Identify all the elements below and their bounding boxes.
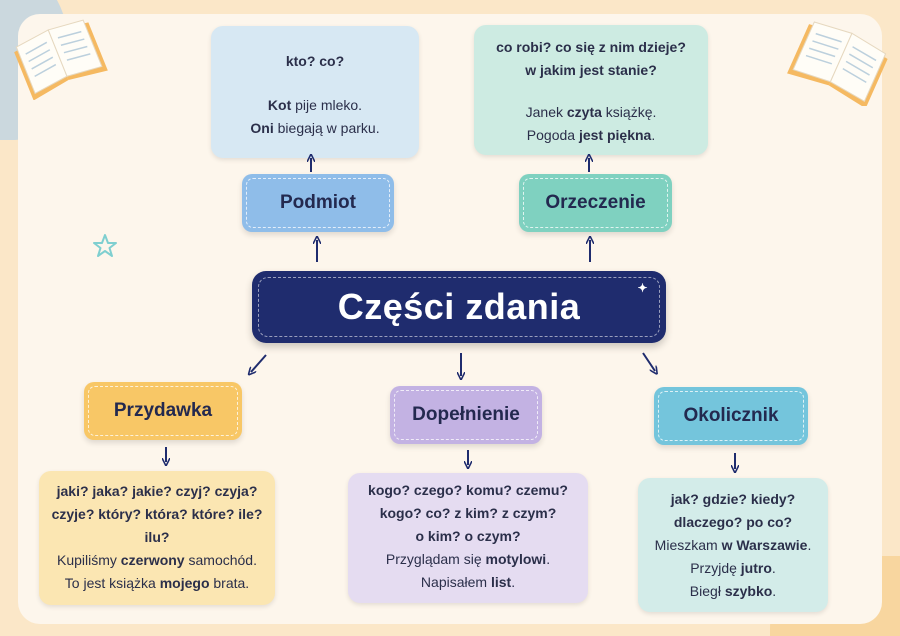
- orzeczenie-question-2: w jakim jest stanie?: [525, 62, 657, 78]
- przydawka-example-2: To jest książka mojego brata.: [64, 575, 250, 591]
- przydawka-question-2: czyje? który? która? które? ile?: [51, 506, 263, 522]
- okolicznik-example-3: Biegł szybko.: [689, 583, 777, 599]
- sparkle-icon: ✦: [637, 281, 648, 295]
- dopelnienie-question-3: o kim? o czym?: [415, 528, 521, 544]
- center-title: Części zdania: [337, 286, 581, 327]
- okolicznik-question-2: dlaczego? po co?: [673, 514, 793, 530]
- orzeczenie-label: Orzeczenie: [545, 192, 646, 213]
- okolicznik-example-2: Przyjdę jutro.: [690, 560, 776, 576]
- dopelnienie-question-1: kogo? czego? komu? czemu?: [368, 482, 568, 498]
- dopelnienie-example-1: Przyglądam się motylowi.: [385, 551, 551, 567]
- okolicznik-label: Okolicznik: [683, 405, 779, 426]
- przydawka-question-1: jaki? jaka? jakie? czyj? czyja?: [56, 483, 258, 499]
- okolicznik-example-1: Mieszkam w Warszawie.: [654, 537, 812, 553]
- przydawka-question-3: ilu?: [144, 529, 170, 545]
- orzeczenie-example-1: Janek czyta książkę.: [525, 104, 657, 120]
- dopelnienie-question-2: kogo? co? z kim? z czym?: [379, 505, 557, 521]
- okolicznik-question-1: jak? gdzie? kiedy?: [670, 491, 796, 507]
- podmiot-question: kto? co?: [285, 53, 345, 69]
- przydawka-label: Przydawka: [113, 400, 213, 421]
- podmiot-label: Podmiot: [280, 192, 356, 213]
- arrow-icon: [643, 353, 655, 371]
- dopelnienie-label: Dopełnienie: [412, 404, 520, 425]
- przydawka-example-1: Kupiliśmy czerwony samochód.: [57, 552, 257, 568]
- orzeczenie-example-2: Pogoda jest piękna.: [526, 127, 656, 143]
- orzeczenie-question-1: co robi? co się z nim dzieje?: [496, 39, 686, 55]
- podmiot-example-1: Kot pije mleko.: [267, 97, 363, 113]
- arrow-icon: [251, 355, 266, 372]
- dopelnienie-example-2: Napisałem list.: [420, 574, 516, 590]
- podmiot-example-2: Oni biegają w parku.: [250, 120, 380, 136]
